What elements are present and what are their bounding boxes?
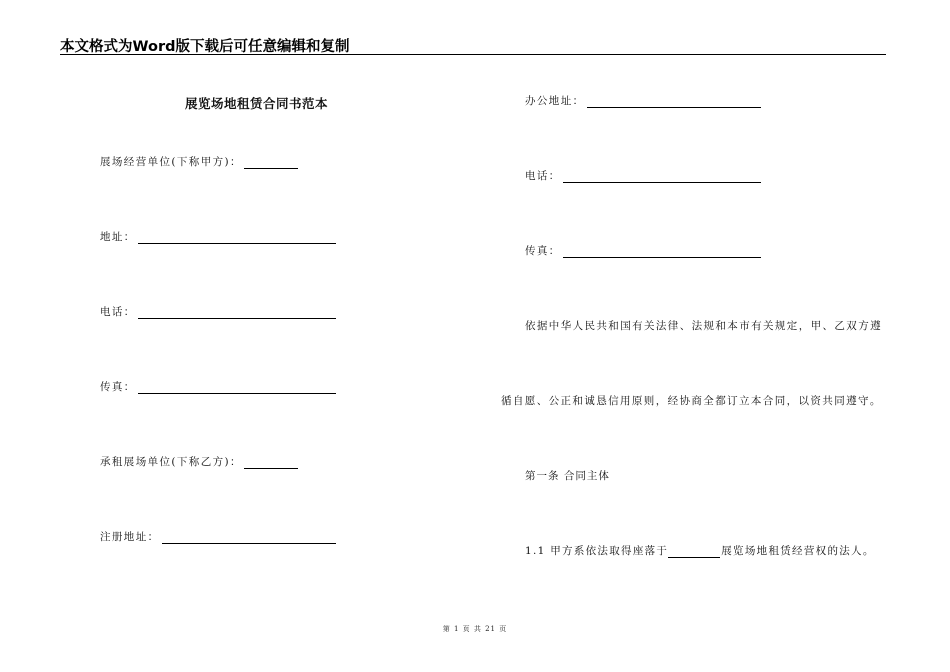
fill-in-blank	[138, 232, 336, 244]
clause-1-1	[525, 543, 875, 558]
field-label: 电话：	[100, 306, 136, 318]
field-label: 地址：	[100, 231, 136, 243]
fill-in-blank	[244, 157, 298, 169]
header-divider	[60, 54, 886, 55]
fill-in-blank	[138, 307, 336, 319]
fill-in-blank	[162, 532, 336, 544]
field-label: 办公地址：	[525, 95, 585, 107]
intro-paragraph-line-2: 循自愿、公正和诚恳信用原则，经协商全都订立本合同，以资共同遵守。	[501, 395, 882, 407]
fill-in-blank	[563, 171, 761, 183]
field-office-address	[525, 93, 761, 108]
field-label: 注册地址：	[100, 531, 160, 543]
fill-in-blank	[244, 457, 298, 469]
field-label: 传真：	[100, 381, 136, 393]
clause-suffix: 展览场地租赁经营权的法人。	[721, 545, 875, 557]
page-number: 第 1 页 共 21 页	[442, 625, 508, 633]
fill-in-blank	[587, 96, 761, 108]
field-lessor-phone	[100, 304, 336, 319]
field-lessee-fax	[525, 243, 761, 258]
field-lessee-phone	[525, 168, 761, 183]
field-lessor-unit	[100, 154, 298, 169]
field-lessee-unit	[100, 454, 298, 469]
document-title: 展览场地租赁合同书范本	[185, 96, 329, 111]
field-label: 传真：	[525, 245, 561, 257]
fill-in-blank	[668, 546, 720, 558]
clause-prefix: 1.1 甲方系依法取得座落于	[525, 545, 669, 557]
field-lessee-registered-address	[100, 529, 336, 544]
field-label: 展场经营单位(下称甲方)：	[100, 156, 242, 168]
field-label: 电话：	[525, 170, 561, 182]
field-lessor-address	[100, 229, 336, 244]
intro-paragraph-line-1: 依据中华人民共和国有关法律、法规和本市有关规定，甲、乙双方遵	[525, 320, 882, 332]
fill-in-blank	[563, 246, 761, 258]
article-1-heading: 第一条 合同主体	[525, 470, 610, 482]
field-lessor-fax	[100, 379, 336, 394]
fill-in-blank	[138, 382, 336, 394]
field-label: 承租展场单位(下称乙方)：	[100, 456, 242, 468]
header-title: 本文格式为Word版下载后可任意编辑和复制	[60, 39, 350, 55]
